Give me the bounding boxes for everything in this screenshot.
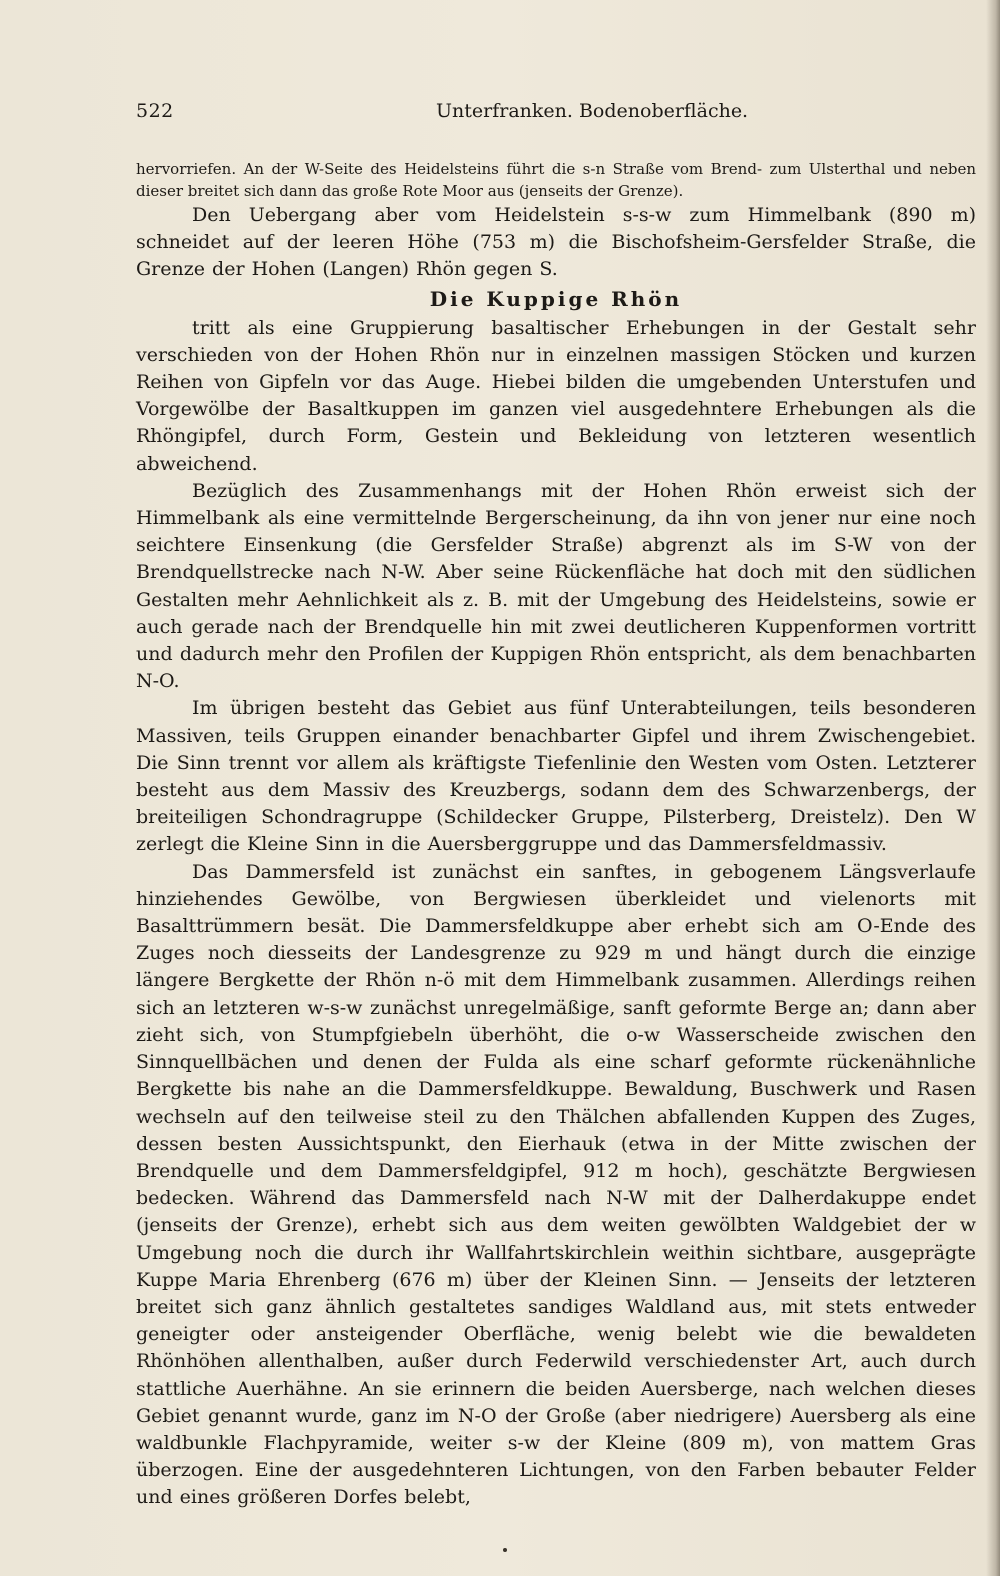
- paragraph-zusammenhang: Bezüglich des Zusammenhangs mit der Hohen Rhön erweist sich der Himmelbank als eine vermittelnde Bergerscheinung, da ihn von jener nur eine noch seichtere Einsenkung (die Gersfelder Straße) abgrenzt als im S-W von der Brendquellstrecke nach N-W. Aber seine Rückenfläche hat doch mit den südlichen Gestalten mehr Aehnlichkeit als z. B. mit der Umgebung des Heidelsteins, sowie er auch gerade nach der Brendquelle hin mit zwei deutlicheren Kuppenformen vortritt und dadurch mehr den Profilen der Kuppigen Rhön entspricht, als dem benachbarten N-O.: [136, 479, 976, 693]
- page-edge-shadow: [986, 0, 1000, 1576]
- paragraph-unterabteilungen: Im übrigen besteht das Gebiet aus fünf Unterabteilungen, teils besonderen Massiven, teils Gruppen einander benachbarter Gipfel und ihrem Zwischengebiet. Die Sinn trennt vor allem als kräftigste Tiefenlinie den Westen vom Osten. Letzterer besteht aus dem Massiv des Kreuzbergs, sodann dem des Schwarzenbergs, der breiteiligen Schondragruppe (Schildecker Gruppe, Pilsterberg, Dreistelz). Den W zerlegt die Kleine Sinn in die Auersberggruppe und das Dammersfeldmassiv.: [136, 697, 976, 856]
- page-number: 522: [136, 100, 174, 122]
- section-title: Die Kuppige Rhön: [429, 286, 683, 311]
- intro-small-text: hervorriefen. An der W-Seite des Heidelsteins führt die s-n Straße vom Brend- zum Ulsterthal und neben dieser breitet sich dann das große Rote Moor aus (jenseits der Grenze).: [136, 160, 976, 200]
- ink-speck: [503, 1548, 507, 1552]
- paragraph-uebergang: Den Uebergang aber vom Heidelstein s-s-w zum Himmelbank (890 m) schneidet auf der leeren Höhe (753 m) die Bischofsheim-Gersfelder Straße, die Grenze der Hohen (Langen) Rhön gegen S.: [136, 204, 976, 281]
- paragraph-dammersfeld: Das Dammersfeld ist zunächst ein sanftes, in gebogenem Längsverlaufe hinziehendes Gewölbe, von Bergwiesen überkleidet und vielenorts mit Basalttrümmern besät. Die Dammersfeldkuppe aber erhebt sich am O-Ende des Zuges noch diesseits der Landesgrenze zu 929 m und hängt durch die einzige längere Bergkette der Rhön n-ö mit dem Himmelbank zusammen. Allerdings reihen sich an letzteren w-s-w zunächst unregelmäßige, sanft geformte Berge an; dann aber zieht sich, von Stumpfgiebeln überhöht, die o-w Wasserscheide zwischen den Sinnquellbächen und denen der Fulda als eine scharf geformte rückenähnliche Bergkette bis nahe an die Dammersfeldkuppe. Bewaldung, Buschwerk und Rasen wechseln auf den teilweise steil zu den Thälchen abfallenden Kuppen des Zuges, dessen besten Aussichtspunkt, den Eierhauk (etwa in der Mitte zwischen der Brendquelle und dem Dammersfeldgipfel, 912 m hoch), geschätzte Bergwiesen bedecken. Während das Dammersfeld nach N-W mit der Dalherdakuppe endet (jenseits der Grenze), erhebt sich aus dem weiten gewölbten Waldgebiet der w Umgebung noch die durch ihr Wallfahrtskirchlein weithin sichtbare, ausgeprägte Kuppe Maria Ehrenberg (676 m) über der Kleinen Sinn. — Jenseits der letzteren breitet sich ganz ähnlich gestaltetes sandiges Waldland aus, mit stets entweder geneigter oder ansteigender Oberfläche, wenig belebt wie die bewaldeten Rhönhöhen allenthalben, außer durch Federwild verschiedenster Art, auch durch stattliche Auerhähne. An sie erinnern die beiden Auersberge, nach welchen dieses Gebiet genannt wurde, ganz im N-O der Große (aber niedrigere) Auersberg als eine waldbunkle Flachpyramide, weiter s-w der Kleine (809 m), von mattem Gras überzogen. Eine der ausgedehnteren Lichtungen, von den Farben bebauter Felder und eines größeren Dorfes belebt,: [136, 860, 976, 1509]
- running-head: Unterfranken. Bodenoberfläche.: [436, 100, 749, 122]
- paragraph-kuppige-rhoen: tritt als eine Gruppierung basaltischer Erhebungen in der Gestalt sehr verschieden von der Hohen Rhön nur in einzelnen massigen Stöcken und kurzen Reihen von Gipfeln vor das Auge. Hiebei bilden die umgebenden Unterstufen und Vorgewölbe der Basaltkuppen im ganzen viel ausgedehntere Erhebungen als die Rhöngipfel, durch Form, Gestein und Bekleidung von letzteren wesentlich abweichend.: [136, 316, 976, 475]
- page-header: [136, 100, 976, 134]
- page-body: [136, 158, 976, 1512]
